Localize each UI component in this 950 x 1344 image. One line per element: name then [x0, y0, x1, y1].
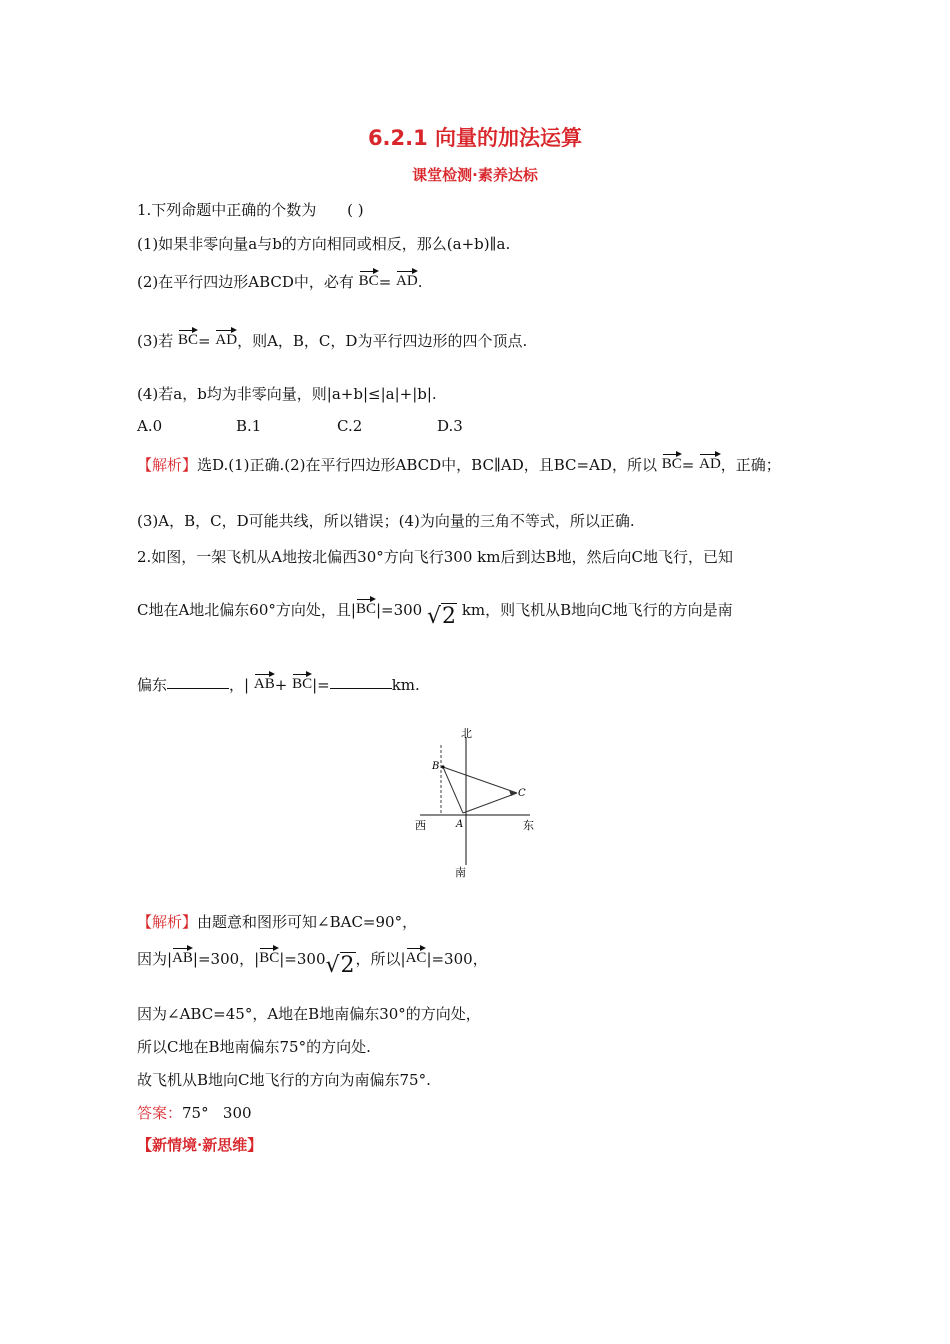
q2-line-1: 2.如图，一架飞机从A地按北偏西30°方向飞行300 km后到达B地，然后向C地飞行，已知 — [137, 548, 733, 566]
q2-solution-text-2b: |=300，| — [192, 950, 260, 968]
q2-line-3-eq: |= — [312, 676, 330, 694]
q1-item-3 — [137, 329, 527, 351]
q2-solution-text-2e: |=300， — [426, 950, 488, 968]
solution-label: 【解析】 — [137, 456, 198, 474]
vector-bc: BC — [662, 453, 682, 471]
vector-bc: BC — [356, 598, 376, 616]
q1-item-1: (1)如果非零向量a与b的方向相同或相反，那么(a+b)∥a. — [137, 235, 511, 253]
q2-solution-text-2c: |=300 — [279, 950, 326, 968]
sqrt-two: √2 — [427, 604, 457, 629]
q1-option-b: B.1 — [236, 417, 262, 435]
vector-bc: BC — [292, 673, 312, 691]
label-point-a: A — [456, 819, 464, 830]
answer-blank-1[interactable] — [167, 687, 229, 689]
label-east: 东 — [523, 819, 534, 832]
q2-solution-text-2a: 因为| — [137, 950, 173, 968]
direction-diagram — [405, 723, 545, 883]
q2-line-2-tail: km，则飞机从B地向C地飞行的方向是南 — [461, 601, 733, 619]
vector-ac: AC — [406, 947, 427, 965]
segment-ac — [463, 793, 517, 813]
page-subtitle: 课堂检测·素养达标 — [412, 166, 538, 184]
q1-option-a: A.0 — [137, 417, 163, 435]
q2-solution-line-3: 因为∠ABC=45°，A地在B地南偏东30°的方向处， — [137, 1005, 481, 1023]
q1-item-3-suffix: ，则A，B，C，D为平行四边形的四个顶点. — [237, 332, 528, 350]
page-title: 6.2.1 向量的加法运算 — [367, 126, 583, 150]
q1-stem-text: 1.下列命题中正确的个数为 — [137, 201, 317, 219]
q2-line-3 — [137, 673, 420, 695]
vector-bc: BC — [178, 329, 198, 347]
q1-solution-text: 选D.(1)正确.(2)在平行四边形ABCD中，BC∥AD，且BC=AD，所以 — [197, 456, 657, 474]
q1-item-4: (4)若a，b均为非零向量，则|a+b|≤|a|+|b|. — [137, 385, 437, 403]
vector-ab: AB — [172, 947, 193, 965]
q1-item-2-text: (2)在平行四边形ABCD中，必有 — [137, 273, 354, 291]
q2-line-2-value: |=300 — [375, 601, 423, 619]
point-b — [441, 765, 444, 768]
label-point-c: C — [518, 788, 526, 799]
label-west: 西 — [415, 819, 426, 832]
q2-solution-line-2 — [137, 947, 488, 978]
q2-line-3-sep: ，| — [229, 676, 250, 694]
solution-label: 【解析】 — [137, 913, 198, 931]
q2-solution-line-5: 故飞机从B地向C地飞行的方向为南偏东75°. — [137, 1071, 431, 1089]
q1-item-3-prefix: (3)若 — [137, 332, 174, 350]
q1-solution-line-1 — [137, 453, 781, 475]
vector-ad: AD — [215, 329, 237, 347]
q2-answer — [137, 1102, 252, 1123]
vector-bc: BC — [359, 270, 379, 288]
answer-blank-2[interactable] — [330, 687, 392, 689]
q2-solution-text-2d: ，所以| — [355, 950, 406, 968]
q2-line-3-text: 偏东 — [137, 676, 168, 694]
q1-solution-line-2: (3)A，B，C，D可能共线，所以错误；(4)为向量的三角不等式，所以正确. — [137, 512, 635, 530]
answer-value: 75° 300 — [182, 1104, 252, 1122]
equals-sign: = — [198, 332, 211, 350]
q1-option-c: C.2 — [337, 417, 363, 435]
q2-line-2 — [137, 598, 733, 629]
label-north: 北 — [461, 727, 472, 740]
answer-label: 答案： — [137, 1104, 183, 1122]
label-point-b: B — [432, 761, 440, 772]
q2-line-2-text: C地在A地北偏东60°方向处，且| — [137, 601, 356, 619]
q1-stem — [137, 199, 364, 220]
sqrt-two: √2 — [325, 953, 355, 978]
equals-sign: = — [681, 456, 695, 474]
q2-line-3-unit: km. — [391, 676, 420, 694]
segment-ab — [443, 767, 463, 813]
vector-ab: AB — [254, 673, 275, 691]
sqrt-radicand: 2 — [442, 604, 457, 629]
sqrt-radicand: 2 — [340, 953, 355, 978]
plus-sign: + — [274, 676, 288, 694]
q2-solution-text-1: 由题意和图形可知∠BAC=90°， — [197, 913, 418, 931]
equals-sign: = — [378, 273, 392, 291]
section-heading: 【新情境·新思维】 — [137, 1136, 263, 1154]
q2-solution-line-4: 所以C地在B地南偏东75°的方向处. — [137, 1038, 371, 1056]
q1-solution-tail: ，正确； — [720, 456, 781, 474]
q2-solution-line-1 — [137, 911, 417, 932]
q1-item-2: (2)在平行四边形ABCD中，必有 BC= AD. — [137, 270, 423, 292]
vector-ad: AD — [396, 270, 418, 288]
q1-option-d: D.3 — [437, 417, 463, 435]
segment-bc — [443, 767, 517, 793]
label-south: 南 — [455, 866, 466, 879]
q1-answer-paren: ( ) — [347, 201, 364, 219]
vector-ad: AD — [699, 453, 721, 471]
vector-bc: BC — [259, 947, 279, 965]
